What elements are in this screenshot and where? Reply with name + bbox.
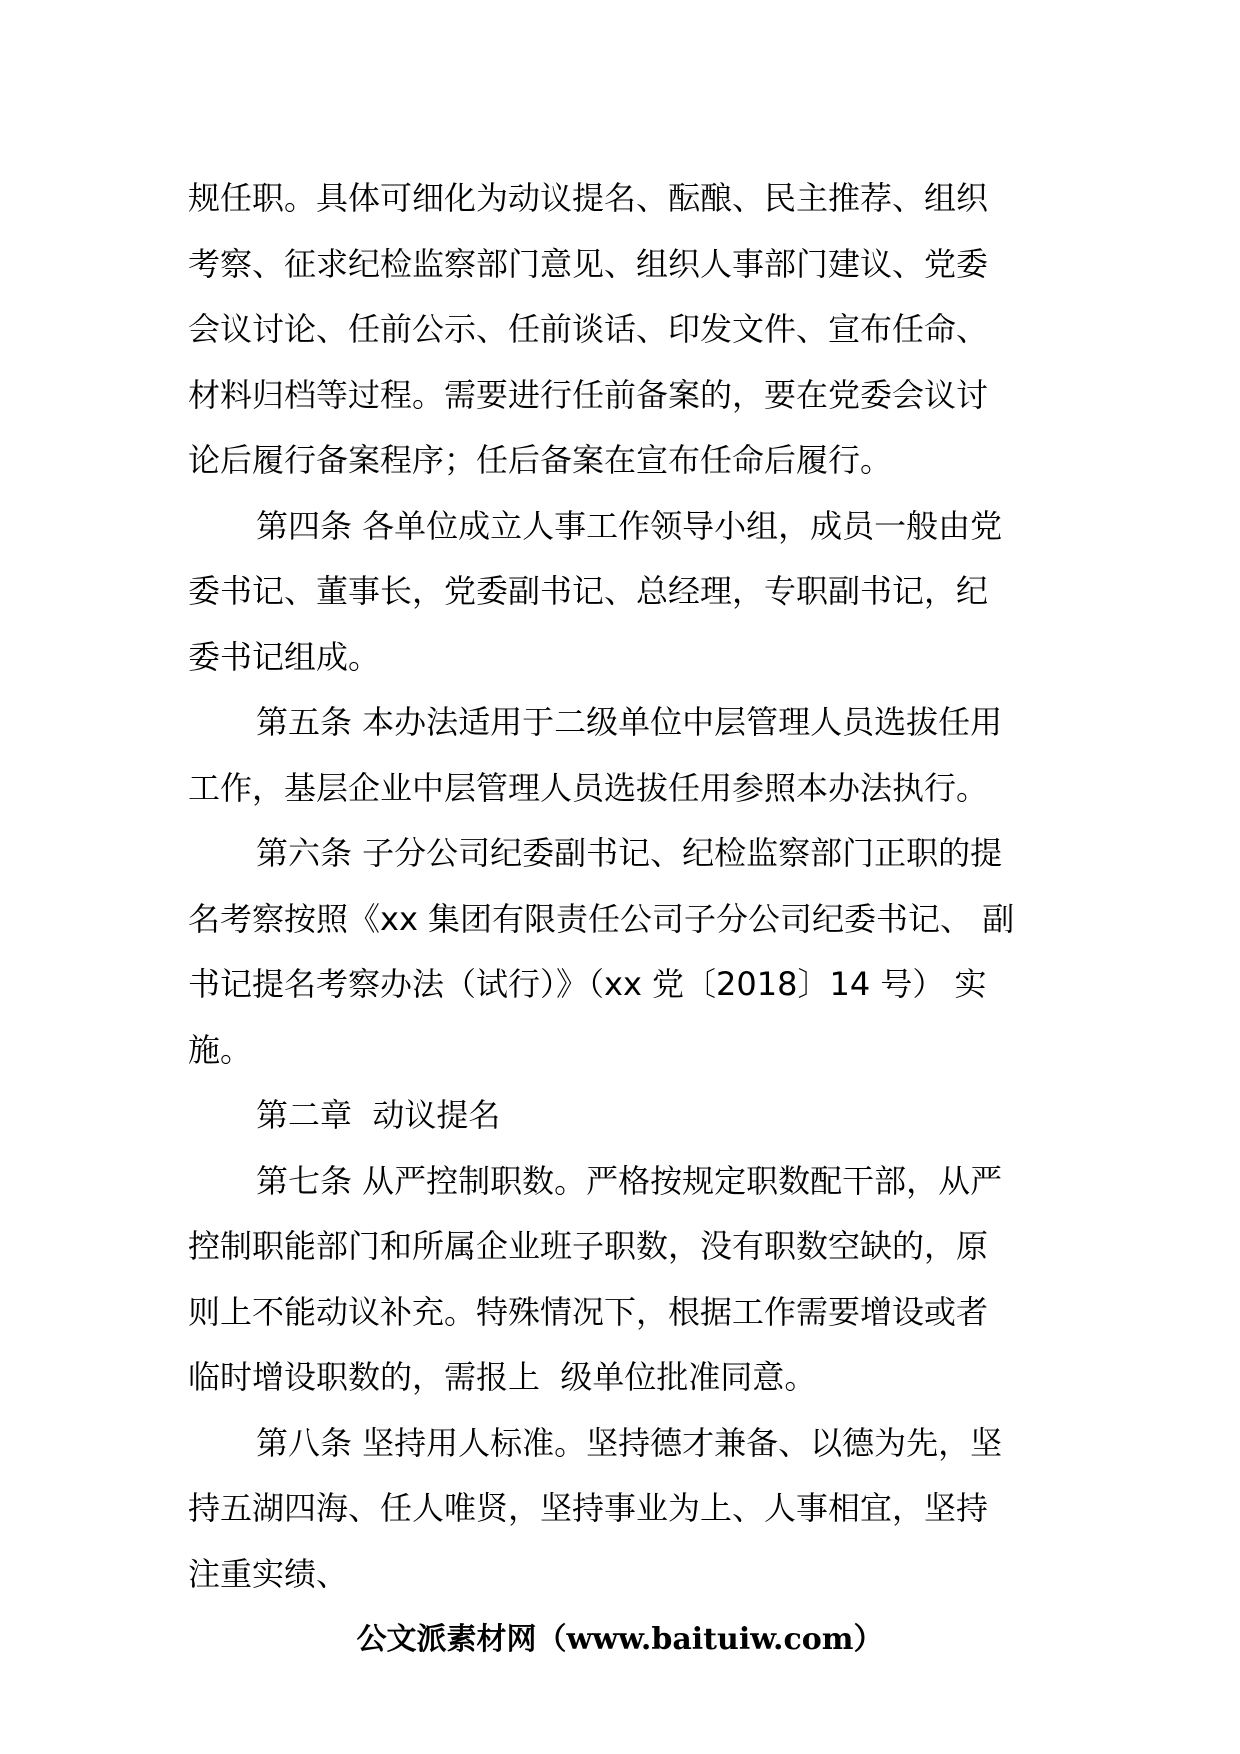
text-line: 施。 (188, 1030, 253, 1069)
text-line: 工作，基层企业中层管理人员选拔任用参照本办法执行。 (188, 768, 989, 807)
text-line: 第五条 本办法适用于二级单位中层管理人员选拔任用 (256, 703, 1003, 741)
text-line: 规任职。具体可细化为动议提名、酝酿、民主推荐、组织 (188, 179, 989, 217)
text-line: 第六条 子分公司纪委副书记、纪检监察部门正职的提 (256, 834, 1003, 872)
text-line: 第八条 坚持用人标准。坚持德才兼备、以德为先，坚 (256, 1423, 1003, 1462)
text-line: 第二章 动议提名 (256, 1096, 501, 1134)
footer-watermark: 公文派素材网（www.baituiw.com） (356, 1622, 884, 1657)
text-line: 控制职能部门和所属企业班子职数，没有职数空缺的，原 (188, 1227, 989, 1265)
text-line: 第四条 各单位成立人事工作领导小组，成员一般由党 (256, 506, 1003, 545)
text-line: 书记提名考察办法（试行）》（xx 党〔2018〕14 号） 实 (188, 965, 987, 1003)
text-line: 考察、征求纪检监察部门意见、组织人事部门建议、党委 (188, 244, 989, 283)
document-body (188, 166, 1058, 1607)
text-line: 委书记、董事长，党委副书记、总经理，专职副书记，纪 (188, 572, 989, 610)
text-line: 注重实绩、 (188, 1554, 349, 1593)
text-line: 临时增设职数的，需报上 级单位批准同意。 (188, 1358, 817, 1396)
text-line: 则上不能动议补充。特殊情况下，根据工作需要增设或者 (188, 1292, 989, 1331)
text-line: 委书记组成。 (188, 637, 381, 676)
text-line: 第七条 从严控制职数。严格按规定职数配干部，从严 (256, 1161, 1003, 1200)
text-line: 会议讨论、任前公示、任前谈话、印发文件、宣布任命、 (188, 310, 989, 348)
text-line: 名考察按照《xx 集团有限责任公司子分公司纪委书记、 副 (188, 899, 1015, 938)
text-line: 材料归档等过程。需要进行任前备案的，要在党委会议讨 (188, 375, 989, 414)
text-line: 持五湖四海、任人唯贤，坚持事业为上、人事相宜，坚持 (188, 1489, 989, 1527)
text-line: 论后履行备案程序；任后备案在宣布任命后履行。 (188, 441, 893, 479)
